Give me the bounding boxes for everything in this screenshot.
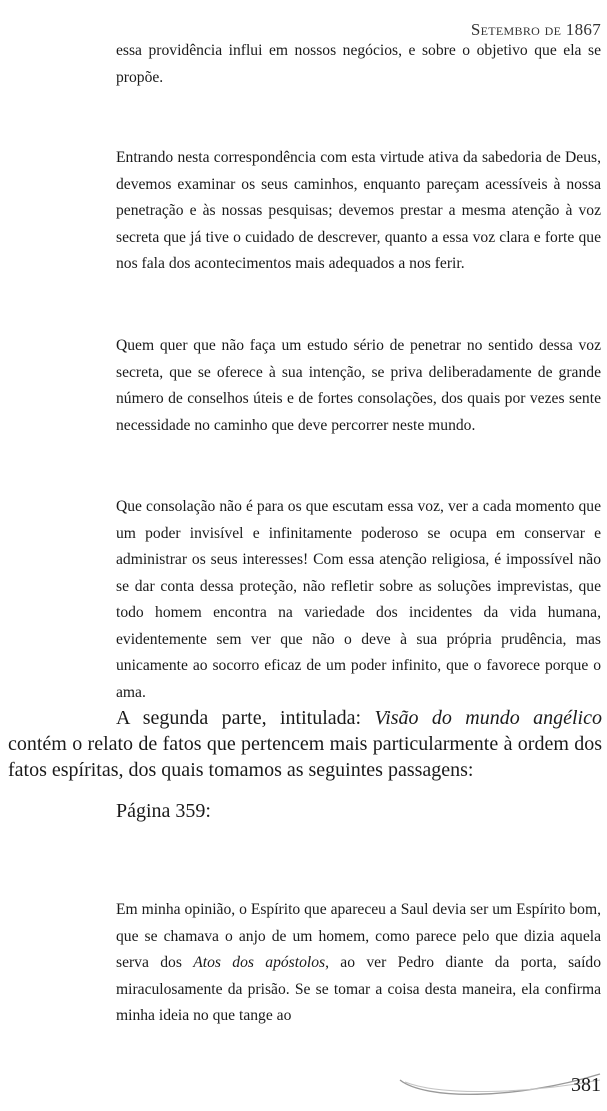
main-paragraph-before: A segunda parte, intitulada: [116, 707, 375, 729]
main-paragraph-after: contém o relato de fatos que pertencem mais particularmente à ordem dos fatos espíritas, dos quais tomamos as seguintes passagens: [8, 733, 602, 781]
quote-paragraph-1: essa providência influi em nossos negócios, e sobre o objetivo que ela se propõe. [116, 42, 601, 86]
quote-paragraph-4: Que consolação não é para os que escutam essa voz, ver a cada momento que um poder invisível e infinitamente poderoso se ocupa em conservar e administrar os seus interesses! Com essa atenção religiosa, é impossível não se dar conta dessa proteção, não refletir sobre as soluções imprevistas, que todo homem encontra na variedade dos incidentes da vida humana, evidentemente sem ver que não o deve à sua própria prudência, mas unicamente ao socorro eficaz de um poder infinito, que o favorece porque o ama. [116, 498, 601, 701]
quote-paragraph-2: Entrando nesta correspondência com esta virtude ativa da sabedoria de Deus, devemos examinar os seus caminhos, enquanto pareçam acessíveis à nossa penetração e às nossas pesquisas; devemos prestar a mesma atenção à voz secreta que já tive o cuidado de descrever, quanto a essa voz clara e forte que nos fala dos acontecimentos mais adequados a nos ferir. [116, 149, 601, 272]
page-number: 381 [571, 1074, 601, 1096]
section-heading: Página 359: [116, 800, 211, 822]
quote-paragraph-5 [116, 897, 601, 1030]
quote-paragraph-3: Quem quer que não faça um estudo sério de penetrar no sentido dessa voz secreta, que se oferece à sua intenção, se priva deliberadamente de grande número de conselhos úteis e de fortes consolações, dos quais por vezes sente necessidade no caminho que deve percorrer neste mundo. [116, 337, 601, 434]
quote-paragraph-5-book-title: Atos dos apóstolos [193, 954, 326, 971]
running-header: Setembro de 1867 [470, 20, 601, 39]
main-paragraph [8, 705, 602, 783]
quote-paragraph-5-after: , ao ver Pedro diante da porta, saído miraculosamente da prisão. Se se tomar a coisa desta maneira, ela confirma minha ideia no que tange ao [116, 954, 601, 1024]
quote-paragraph-5-before: Em minha opinião, o Espírito que apareceu a Saul devia ser um Espírito bom, que se chamava o anjo de um homem, como parece pelo que dizia aquela serva dos [116, 901, 601, 971]
main-paragraph-book-title: Visão do mundo angélico [374, 707, 602, 729]
